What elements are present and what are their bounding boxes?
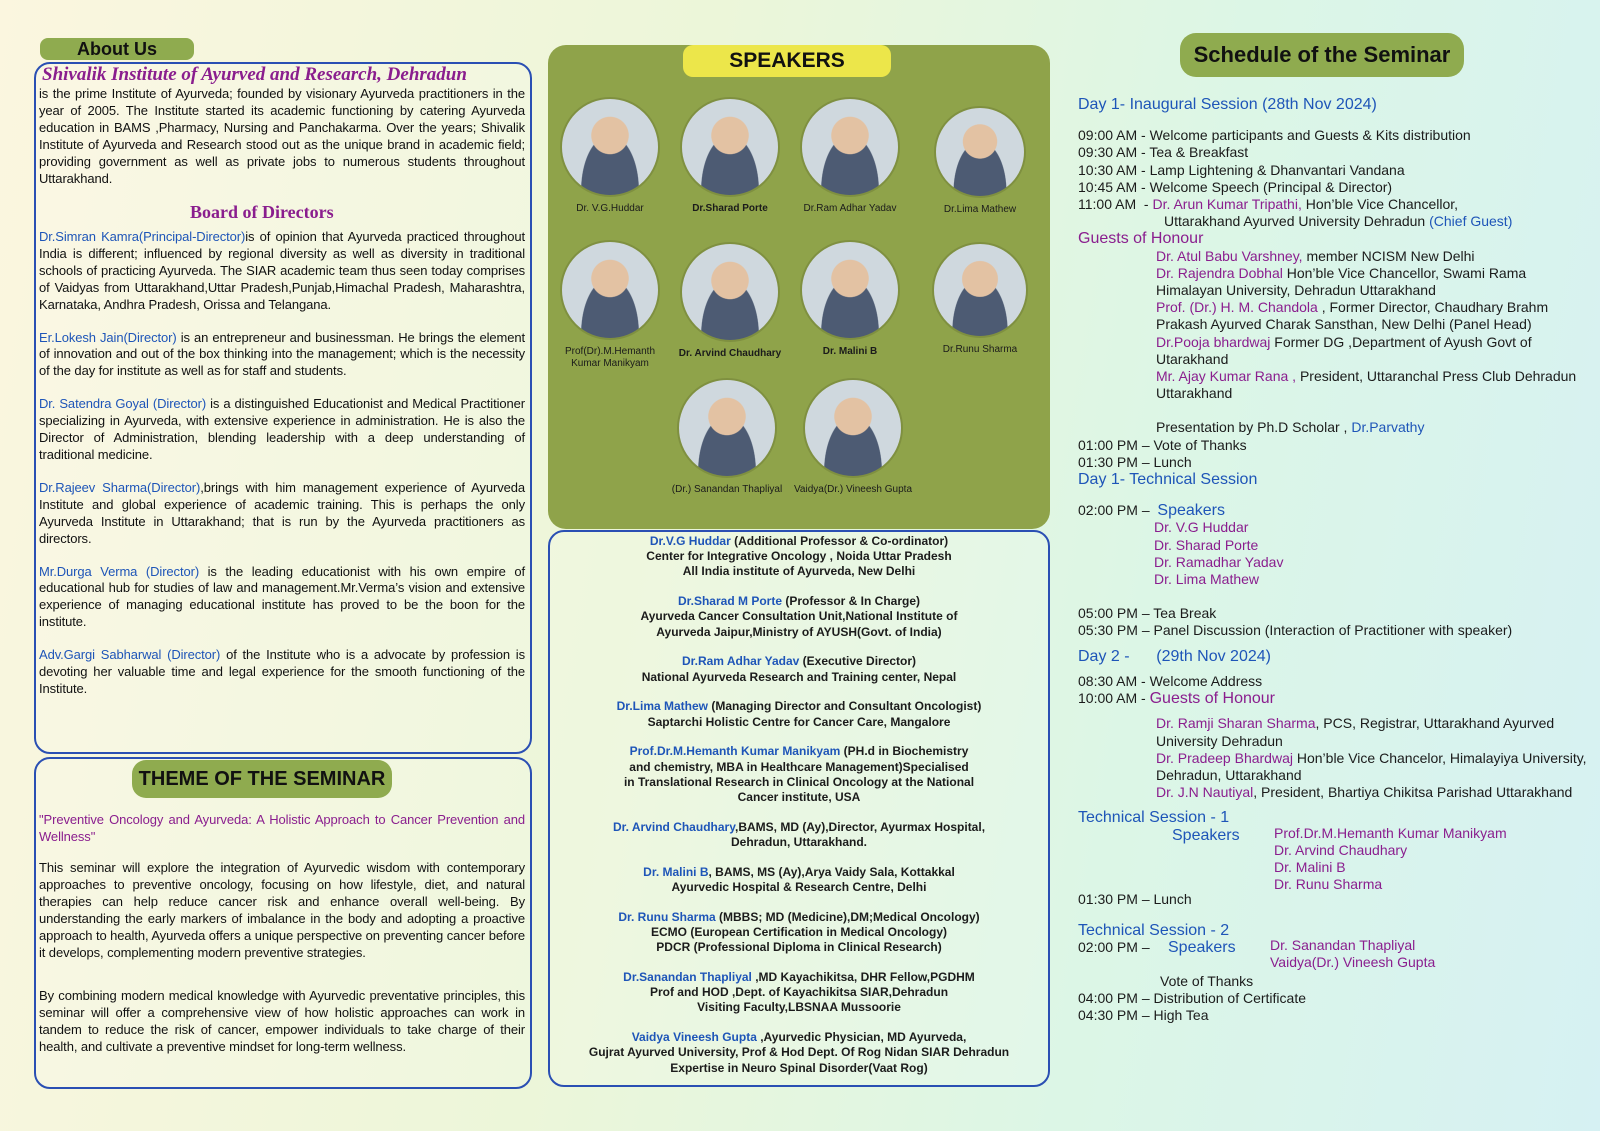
institute-title: Shivalik Institute of Ayurved and Research, Dehradun: [42, 64, 467, 85]
speaker-detail-heading: [556, 1030, 1042, 1045]
speakers-label: Speakers: [1168, 938, 1236, 956]
speaker-detail-role: (MBBS; MD (Medicine),DM;Medical Oncology): [715, 909, 980, 924]
speaker-name: Dr. Arvind Chaudhary: [678, 348, 782, 359]
speaker-details: [556, 534, 1042, 1090]
speaker-detail-heading: [556, 910, 1042, 925]
guest-entry: [1156, 715, 1588, 749]
about-intro: is the prime Institute of Ayurveda; founded by visionary Ayurveda practitioners in the year of 2005. The Institute started its academic functioning by catering Ayurveda education in BAMS ,Pharmacy, Nursing and Panchakarma. Over the years; Shivalik Institute of Ayurveda and Research stood out as the unique brand in academic field; providing government as well as private jobs to numerous students throughout Uttarakhand.: [39, 86, 525, 186]
presentation-text: Presentation by Ph.D Scholar ,: [1156, 419, 1352, 436]
guest-text: member NCISM New Delhi: [1302, 247, 1475, 264]
speaker-detail-entry: [556, 594, 1042, 640]
schedule-row: 10:45 AM - Welcome Speech (Principal & Director): [1078, 178, 1393, 195]
speaker-list-item: Dr. Lima Mathew: [1154, 571, 1260, 588]
speaker-detail-role: ,BAMS, MD (Ay),Director, Ayurmax Hospital,: [734, 819, 986, 834]
speaker-card: [670, 97, 790, 215]
speaker-detail-heading: [556, 970, 1042, 985]
time: 02:00 PM –: [1078, 502, 1158, 519]
director-text: is an entrepreneur and businessman. He brings the element of innovation and out of the box thinking into the management; which is the necessity of the day for institute as well as for staff and students.: [39, 329, 525, 379]
speaker-detail-role: , BAMS, MS (Ay),Arya Vaidy Sala, Kottakkal: [708, 864, 955, 879]
guest-name: Mr. Ajay Kumar Rana ,: [1156, 368, 1297, 385]
speaker-detail-entry: [556, 654, 1042, 684]
speaker-detail-line: Saptarchi Holistic Centre for Cancer Care, Mangalore: [647, 714, 951, 729]
speaker-detail-name: Prof.Dr.M.Hemanth Kumar Manikyam: [629, 744, 841, 759]
speaker-name: Dr.Runu Sharma: [942, 344, 1018, 355]
speaker-photo: [934, 106, 1026, 198]
speaker-detail-line: PDCR (Professional Diploma in Clinical Research): [656, 940, 942, 955]
speaker-name: Dr. Malini B: [822, 346, 878, 357]
schedule-row: Vote of Thanks: [1160, 972, 1254, 989]
about-us-heading: About Us: [40, 38, 194, 60]
director-entry: [39, 480, 525, 548]
guest-text: , Former Director, Chaudhary Brahm Prakash Ayurved Charak Sansthan, New Delhi (Panel Head): [1156, 299, 1549, 333]
day1-title: Day 1- Inaugural Session (28th Nov 2024): [1078, 96, 1377, 113]
directors-list: [39, 229, 525, 714]
speaker-name: Prof(Dr).M.Hemanth Kumar Manikyam: [564, 346, 655, 369]
ts2-title: Technical Session - 2: [1078, 921, 1230, 939]
speaker-detail-line: Ayurveda Jaipur,Ministry of AYUSH(Govt. of India): [656, 624, 942, 639]
speaker-detail-name: Dr.V.G Huddar: [649, 534, 731, 548]
guest-name: Dr. Ramji Sharan Sharma: [1156, 715, 1316, 732]
schedule-row: 05:00 PM – Tea Break: [1078, 605, 1217, 622]
guest-entry: [1156, 334, 1588, 368]
speaker-detail-name: Dr. Malini B: [643, 864, 709, 879]
speaker-card: [790, 240, 910, 358]
chief-guest-tag: (Chief Guest): [1429, 213, 1513, 230]
speakers-label: Speakers: [1157, 502, 1225, 520]
day2-title: Day 2 - (29th Nov 2024): [1078, 647, 1271, 665]
ts2-speakers: [1270, 937, 1435, 971]
speaker-name: Dr.Ram Adhar Yadav: [803, 203, 897, 214]
speakers-label: Speakers: [1172, 826, 1240, 844]
speaker-name: Dr. V.G.Huddar: [576, 203, 644, 214]
tech-session-title: Day 1- Technical Session: [1078, 471, 1258, 489]
director-entry: [39, 647, 525, 698]
speaker-name: Vaidya(Dr.) Vineesh Gupta: [793, 484, 913, 495]
speaker-detail-line: and chemistry, MBA in Healthcare Management)Specialised: [629, 759, 969, 774]
speaker-photo: [932, 242, 1028, 338]
speaker-card: [790, 97, 910, 215]
schedule-row: 04:00 PM – Distribution of Certificate: [1078, 990, 1306, 1007]
schedule-row: [1078, 690, 1588, 707]
speaker-list-item: Dr. V.G Huddar: [1154, 519, 1249, 536]
schedule-row: 09:00 AM - Welcome participants and Guests & Kits distribution: [1078, 127, 1471, 144]
speaker-detail-entry: [556, 820, 1042, 850]
speaker-photo: [800, 97, 900, 197]
speaker-detail-name: Dr.Sanandan Thapliyal: [623, 970, 752, 985]
guest-entry: [1156, 750, 1588, 784]
ts1-block: [1078, 824, 1588, 893]
speaker-detail-role: ,Ayurvedic Physician, MD Ayurveda,: [756, 1030, 967, 1045]
guest-name: Dr. Pradeep Bhardwaj: [1156, 749, 1293, 766]
speaker-detail-entry: [556, 744, 1042, 805]
speaker-card: [550, 240, 670, 370]
speaker-detail-line: Dehradun, Uttarakhand.: [730, 835, 868, 850]
speaker-detail-entry: [556, 970, 1042, 1016]
speaker-detail-entry: [556, 699, 1042, 729]
speaker-detail-line: Gujrat Ayurved University, Prof & Hod Dept. Of Rog Nidan SIAR Dehradun: [588, 1045, 1010, 1060]
speaker-detail-name: Dr.Sharad M Porte: [677, 594, 782, 609]
guest-name: Dr.Pooja bhardwaj: [1156, 333, 1271, 350]
director-entry: [39, 396, 525, 464]
director-name: Dr.Simran Kamra(Principal-Director): [39, 229, 246, 244]
tech-speakers: [1078, 519, 1588, 588]
speaker-detail-heading: [556, 744, 1042, 759]
speaker-detail-role: ,MD Kayachikitsa, DHR Fellow,PGDHM: [751, 970, 975, 985]
speaker-list-item: Dr. Arvind Chaudhary: [1274, 841, 1408, 858]
guests2-title: Guests of Honour: [1149, 690, 1275, 708]
speaker-detail-line: ECMO (European Certification in Medical Oncology): [650, 925, 948, 940]
speaker-list-item: Dr. Sanandan Thapliyal: [1270, 936, 1416, 953]
guest-entry: [1156, 265, 1588, 299]
time: 11:00 AM -: [1078, 196, 1153, 213]
guest-name: Dr. J.N Nautiyal: [1156, 784, 1254, 801]
time: 10:00 AM -: [1078, 690, 1150, 707]
presentation-row: [1078, 419, 1588, 436]
schedule-day1: [1078, 96, 1588, 1025]
ts2-block: [1078, 936, 1588, 973]
speaker-detail-line: All India institute of Ayurveda, New Delhi: [682, 564, 916, 579]
guest-text: President, Uttaranchal Press Club Dehradun Uttarakhand: [1156, 368, 1577, 402]
speaker-detail-role: (Managing Director and Consultant Oncologist): [708, 699, 982, 714]
speaker-card: [920, 106, 1040, 216]
schedule-row: [1078, 213, 1588, 230]
speaker-card: [670, 242, 790, 360]
guest-entry: [1156, 784, 1588, 801]
speaker-detail-heading: [556, 594, 1042, 609]
speaker-detail-name: Dr.Ram Adhar Yadav: [681, 654, 800, 669]
ts1-speakers: [1274, 825, 1507, 894]
director-text: is a distinguished Educationist and Medical Practitioner specializing in Ayurveda, with extensive experience in administration. He is also the Director of Administration, blending leadership with a deep understanding of traditional medicine.: [39, 396, 525, 462]
guest-text: , PCS, Registrar, Uttarakhand Ayurved University Dehradun: [1156, 715, 1555, 749]
guest-text: , President, Bhartiya Chikitsa Parishad Uttarakhand: [1253, 784, 1573, 801]
theme-heading: THEME OF THE SEMINAR: [132, 760, 392, 798]
speaker-detail-name: Dr.Lima Mathew: [616, 699, 708, 714]
schedule-row: [1078, 196, 1588, 213]
speaker-detail-line: Expertise in Neuro Spinal Disorder(Vaat Rog): [670, 1060, 928, 1075]
speaker-detail-heading: [556, 820, 1042, 835]
speaker-detail-line: Ayurvedic Hospital & Research Centre, Delhi: [671, 880, 927, 895]
speaker-detail-line: Cancer institute, USA: [737, 790, 861, 805]
chief-guest-text: Uttarakhand Ayurved University Dehradun: [1164, 213, 1430, 230]
speaker-detail-heading: [556, 654, 1042, 669]
guest-name: Dr. Rajendra Dobhal: [1156, 264, 1283, 281]
speaker-detail-line: Center for Integrative Oncology , Noida Uttar Pradesh: [646, 549, 952, 564]
speaker-detail-line: in Translational Research in Clinical Oncology at the National: [623, 774, 975, 789]
director-entry: [39, 564, 525, 632]
chief-guest-name: Dr. Arun Kumar Tripathi,: [1152, 196, 1302, 213]
speaker-name: Dr.Lima Mathew: [943, 204, 1017, 215]
speaker-name: (Dr.) Sanandan Thapliyal: [671, 484, 783, 495]
speaker-photo: [680, 97, 780, 197]
speaker-detail-line: National Ayurveda Research and Training center, Nepal: [641, 669, 957, 684]
time: 02:00 PM –: [1078, 938, 1150, 955]
speaker-detail-name: Dr. Runu Sharma: [618, 909, 716, 924]
ts1-title: Technical Session - 1: [1078, 809, 1230, 827]
speaker-photo: [680, 242, 780, 342]
theme-paragraph-2: By combining modern medical knowledge with Ayurvedic preventative principles, this seminar will offer a comprehensive view of how holistic approaches can work in tandem to reduce the risk of cancer, empower individuals to take charge of their health, and cultivate a preventive mindset for long-term wellness.: [39, 988, 525, 1054]
guest-text: Hon’ble Vice Chancelor, Himalayiya University, Dehradun, Uttarakhand: [1156, 749, 1587, 783]
theme-paragraph-1: This seminar will explore the integration of Ayurvedic wisdom with contemporary approaches to preventive oncology, focusing on how lifestyle, diet, and natural therapies can help reduce cancer risk and enhance overall well-being. By understanding the early markers of imbalance in the body and adopting a proactive approach to health, Ayurveda offers a unique perspective on preventing cancer before it develops, complementing modern preventive strategies.: [39, 860, 525, 960]
speaker-name: Dr.Sharad Porte: [692, 203, 768, 214]
presentation-name: Dr.Parvathy: [1351, 419, 1425, 436]
schedule-row: 09:30 AM - Tea & Breakfast: [1078, 144, 1249, 161]
guest-entry: [1156, 299, 1588, 333]
schedule-row: 04:30 PM – High Tea: [1078, 1007, 1209, 1024]
director-name: Dr.Rajeev Sharma(Director): [39, 479, 201, 495]
speaker-list-item: Vaidya(Dr.) Vineesh Gupta: [1270, 954, 1436, 971]
director-text: is the leading educationist with his own empire of educational hub for studies of law and management.Mr.Verma’s vision and extensive experience of managing educational institute has proved to be the boon for the institute.: [39, 563, 525, 630]
speaker-card: [550, 97, 670, 215]
speaker-list-item: Dr. Ramadhar Yadav: [1154, 553, 1284, 570]
director-entry: [39, 229, 525, 314]
schedule-row: 10:30 AM - Lamp Lightening & Dhanvantari Vandana: [1078, 161, 1405, 178]
schedule-heading: Schedule of the Seminar: [1180, 33, 1464, 77]
speakers-heading: SPEAKERS: [683, 45, 891, 77]
speaker-detail-entry: [556, 865, 1042, 895]
speaker-list-item: Dr. Malini B: [1274, 858, 1346, 875]
director-text: is of opinion that Ayurveda practiced throughout India is different; influenced by regional diversity as well as diversity in traditional schools of practicing Ayurveda. The SIAR academic team thus seen today comprises of Vaidyas from Uttarakhand,Uttar Pradesh,Punjab,Himachal Pradesh, Maharashtra, Karnataka, Andhra Pradesh, Orissa and Telangana.: [39, 229, 525, 312]
speaker-detail-name: Dr. Arvind Chaudhary: [612, 819, 735, 834]
guests-list: [1078, 248, 1588, 403]
speaker-photo: [677, 378, 777, 478]
theme-title: "Preventive Oncology and Ayurveda: A Holistic Approach to Cancer Prevention and Wellness": [39, 812, 525, 844]
schedule-row: 08:30 AM - Welcome Address: [1078, 672, 1263, 689]
speaker-detail-name: Vaidya Vineesh Gupta: [631, 1030, 757, 1045]
speaker-photo: [803, 378, 903, 478]
speaker-card: [657, 378, 797, 496]
speaker-detail-role: (Additional Professor & Co-ordinator): [730, 534, 949, 548]
guest-text: Hon’ble Vice Chancellor, Swami Rama Himalayan University, Dehradun Uttarakhand: [1156, 264, 1527, 299]
schedule-row: 01:00 PM – Vote of Thanks: [1078, 436, 1247, 453]
guest-name: Prof. (Dr.) H. M. Chandola: [1156, 299, 1318, 316]
speaker-detail-line: Prof and HOD ,Dept. of Kayachikitsa SIAR,Dehradun: [649, 985, 949, 1000]
speaker-detail-heading: [556, 865, 1042, 880]
schedule-row: 05:30 PM – Panel Discussion (Interaction of Practitioner with speaker): [1078, 622, 1513, 639]
guest-entry: [1156, 368, 1588, 402]
guest-entry: [1156, 248, 1588, 265]
speaker-card: [793, 378, 913, 496]
speaker-detail-line: Ayurveda Cancer Consultation Unit,National Institute of: [640, 609, 958, 624]
speaker-list-item: Dr. Runu Sharma: [1274, 876, 1383, 893]
director-name: Dr. Satendra Goyal (Director): [39, 396, 207, 412]
speaker-photo: [560, 97, 660, 197]
guest-text: Former DG ,Department of Ayush Govt of Utarakhand: [1156, 333, 1532, 367]
speaker-photo: [560, 240, 660, 340]
guests-title: Guests of Honour: [1078, 230, 1204, 248]
schedule-row: [1078, 502, 1588, 519]
speaker-detail-role: (Executive Director): [799, 654, 917, 669]
speaker-list-item: Prof.Dr.M.Hemanth Kumar Manikyam: [1274, 824, 1507, 841]
speaker-detail-heading: [556, 534, 1042, 549]
schedule-row: 01:30 PM – Lunch: [1078, 890, 1192, 907]
guests2-list: [1078, 715, 1588, 801]
speaker-detail-role: (PH.d in Biochemistry: [840, 744, 969, 759]
speaker-detail-entry: [556, 910, 1042, 956]
speaker-card: [920, 242, 1040, 356]
speaker-detail-line: Visiting Faculty,LBSNAA Mussoorie: [697, 1000, 901, 1015]
board-title: Board of Directors: [190, 202, 334, 222]
schedule-row: 01:30 PM – Lunch: [1078, 453, 1192, 470]
speaker-detail-role: (Professor & In Charge): [782, 594, 921, 609]
speaker-list-item: Dr. Sharad Porte: [1154, 536, 1259, 553]
chief-guest-text: Hon’ble Vice Chancellor,: [1301, 196, 1459, 213]
guest-name: Dr. Atul Babu Varshney,: [1156, 247, 1303, 264]
director-entry: [39, 330, 525, 381]
speaker-photo: [800, 240, 900, 340]
director-name: Mr.Durga Verma (Director): [39, 563, 200, 579]
speaker-detail-entry: [556, 1030, 1042, 1076]
director-name: Adv.Gargi Sabharwal (Director): [39, 647, 221, 663]
director-text: ,brings with him management experience of Ayurveda Institute and global experience of academic training. This is perhaps the only Ayurveda Institute in Uttarakhand; that is run by the Ayurveda practitioners as directors.: [39, 479, 525, 546]
director-text: of the Institute who is a advocate by profession is devoting her valuable time and legal experience for the smooth functioning of the Institute.: [39, 647, 525, 696]
speaker-detail-heading: [556, 699, 1042, 714]
director-name: Er.Lokesh Jain(Director): [39, 329, 177, 345]
speaker-detail-entry: [556, 534, 1042, 580]
